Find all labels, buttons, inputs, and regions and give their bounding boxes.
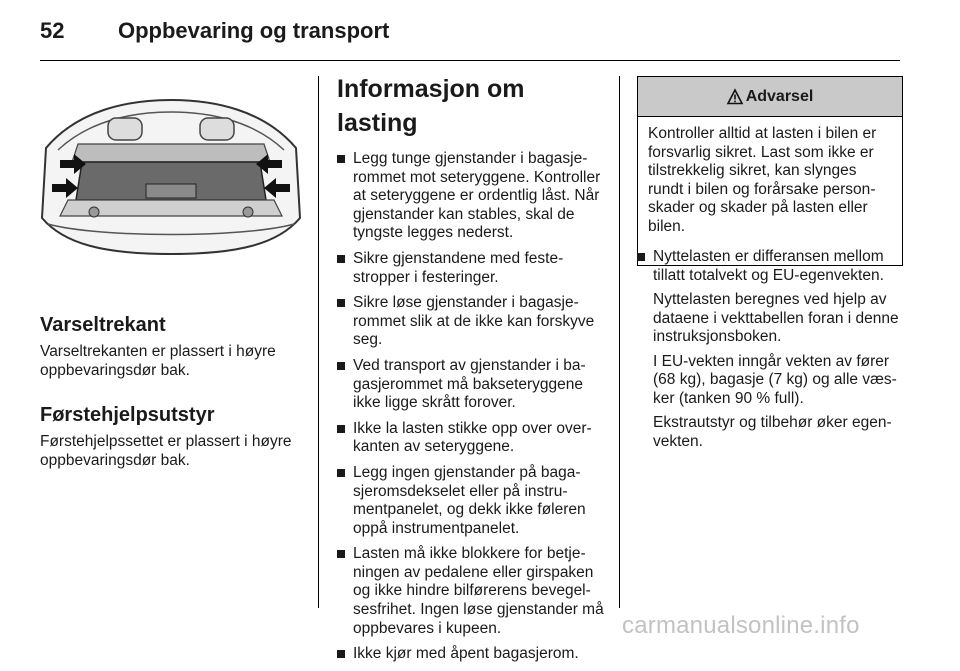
list-item: Legg tunge gjenstander i bagasjerommet mot seteryggene. Kontroller at seteryggene er ordentlig låst. Når gjenstander kan stables, skal de tyngste legges nederst.: [337, 150, 605, 243]
page-number: 52: [40, 18, 65, 43]
section-heading-first-aid: Førstehjelpsutstyr: [40, 404, 215, 426]
list-item: Legg ingen gjenstander på bagasjeromsdekselet eller på instrumentpanelet, og dekk ikke føleren oppå instrumentpanelet.: [337, 464, 605, 538]
warning-box: [637, 76, 903, 266]
warning-heading: Advarsel: [745, 87, 814, 105]
cargo-cover-image: [38, 88, 304, 268]
bullet-icon: [337, 469, 345, 477]
warning-text: Kontroller alltid at lasten i bilen er forsvarlig sikret. Last som ikke er tilstrekkelig sikret, kan slynges rundt i bilen og forårsake personskader og skader på lasten eller bilen.: [648, 125, 877, 235]
payload-paragraph: I EU-vekten inngår vekten av fører (68 kg), bagasje (7 kg) og alle væsker (tanken 90 % full).: [653, 352, 897, 407]
bullet-icon: [337, 155, 345, 163]
list-item: Sikre gjenstandene med festestropper i festeringer.: [337, 250, 605, 287]
section-heading-warning-triangle: Varseltrekant: [40, 314, 166, 336]
bullet-icon: [337, 550, 345, 558]
middle-column: [337, 72, 605, 671]
section-text-warning-triangle: Varseltrekanten er plassert i høyre oppbevaringsdør bak.: [40, 343, 276, 379]
bullet-icon: [337, 650, 345, 658]
right-column: [637, 248, 903, 451]
list-item: Lasten må ikke blokkere for betjeningen av pedalene eller girspaken og ikke hindre bilførerens bevegelsesfrihet. Ingen løse gjenstander må oppbevares i kupeen.: [337, 545, 605, 638]
bullet-icon: [337, 255, 345, 263]
column-divider: [619, 76, 620, 608]
left-column: [40, 312, 312, 492]
list-item: Ikke kjør med åpent bagasjerom.: [337, 645, 605, 664]
bullet-icon: [337, 425, 345, 433]
list-item: Nyttelasten er differansen mellom tillatt totalvekt og EU-egenvekten.: [637, 248, 903, 285]
warning-header: [638, 77, 902, 117]
page-header: [40, 14, 900, 54]
page-title: Oppbevaring og transport: [118, 18, 390, 43]
column-divider: [318, 76, 319, 608]
list-item: Ved transport av gjenstander i bagasjerommet må bakseteryggene ikke ligge skrått forover.: [337, 357, 605, 413]
loading-info-heading: Informasjon om lasting: [337, 75, 525, 137]
payload-bullet-list: [637, 248, 903, 285]
bullet-icon: [637, 253, 645, 261]
payload-paragraph: Ekstrautstyr og tilbehør øker egenvekten.: [653, 414, 892, 450]
header-rule: [40, 60, 900, 61]
list-item: Ikke la lasten stikke opp over overkanten av seteryggene.: [337, 420, 605, 457]
list-item: Sikre løse gjenstander i bagasjerommet slik at de ikke kan forskyve seg.: [337, 294, 605, 350]
bullet-icon: [337, 299, 345, 307]
section-text-first-aid: Førstehjelpssettet er plassert i høyre oppbevaringsdør bak.: [40, 433, 292, 469]
payload-paragraph: Nyttelasten beregnes ved hjelp av dataene i vekttabellen foran i denne instruksjonsboken.: [653, 291, 899, 346]
loading-bullet-list: [337, 150, 605, 664]
watermark-text: carmanualsonline.info: [622, 612, 860, 639]
bullet-icon: [337, 362, 345, 370]
cargo-cover-illustration: [38, 88, 304, 268]
warning-triangle-icon: [727, 89, 743, 105]
